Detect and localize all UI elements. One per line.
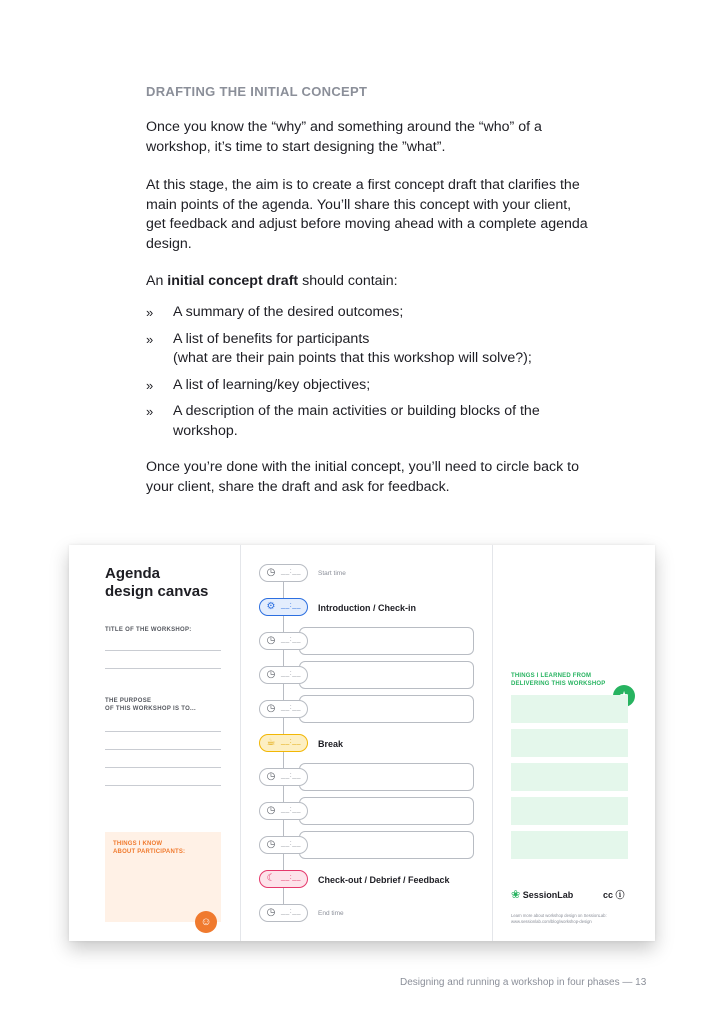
clock-icon: ◷ [266,907,276,918]
list-item: » A list of benefits for participants (what are their pain points that this workshop will solve?); [146,330,532,367]
clock-icon: ◷ [266,771,276,782]
participants-notes-box [105,832,221,922]
sessionlab-logo: ❀ SessionLab [511,889,574,901]
time-pill: ◷ __:__ [259,632,308,650]
closing-paragraph: Once you’re done with the initial concept, you’ll need to circle back to your client, share the draft and ask for feedback. [146,459,579,495]
draft-contents-list [146,303,596,449]
list-item: » A summary of the desired outcomes; [146,303,596,323]
clock-icon: ◷ [266,669,276,680]
time-pill: ◷ __:__ [259,700,308,718]
write-line [105,785,221,786]
clock-icon: ◷ [266,805,276,816]
chevron-icon: » [146,331,152,347]
gear-icon: ⚙ [266,601,276,612]
clock-icon: ◷ [266,703,276,714]
draft-term: initial concept draft [167,273,299,289]
column-divider [240,545,241,941]
learned-note-box [511,797,628,825]
purpose-label: THE PURPOSE OF THIS WORKSHOP IS TO... [105,698,196,712]
participants-label: THINGS I KNOW ABOUT PARTICIPANTS: [113,841,186,855]
people-icon: ☺ [195,911,217,933]
activity-slot [299,763,474,791]
checkout-label: Check-out / Debrief / Feedback [318,875,450,885]
draft-contains-paragraph: An initial concept draft should contain: [146,273,398,289]
chevron-icon: » [146,305,152,320]
list-item: » A description of the main activities or building blocks of the workshop. [146,403,540,439]
chevron-icon: » [146,404,152,420]
learned-note-box [511,831,628,859]
write-line [105,668,221,669]
chevron-icon: » [146,377,152,393]
write-line [105,767,221,768]
write-line [105,650,221,651]
time-pill: ◷ __:__ [259,768,308,786]
leaf-icon: ❀ [511,889,521,901]
column-divider [492,545,493,941]
activity-slot [299,661,474,689]
page-footer: Designing and running a workshop in four phases — 13 [400,977,647,988]
break-label: Break [318,739,344,749]
clock-icon: ◷ [266,567,276,578]
break-pill: ☕ __:__ [259,734,308,752]
learned-note-box [511,695,628,723]
stage-paragraph: At this stage, the aim is to create a first concept draft that clarifies the main points of the agenda. You’ll share this concept with your client, get feedback and adjust before moving ahead with a complete agenda design. [146,177,588,252]
time-pill: ◷ __:__ [259,666,308,684]
intro-pill: ⚙ __:__ [259,598,308,616]
start-time-label: Start time [318,570,346,577]
activity-slot [299,695,474,723]
end-time-pill: ◷ __:__ [259,904,308,922]
fine-print: Learn more about workshop design on SessionLab: www.sessionlab.com/blog/workshop-design [511,913,607,924]
start-time-pill: ◷ __:__ [259,564,308,582]
list-item: » A list of learning/key objectives; [146,376,596,396]
intro-paragraph: Once you know the “why” and something around the “who” of a workshop, it’s time to start designing the ”what”. [146,119,542,155]
activity-slot [299,627,474,655]
intro-label: Introduction / Check-in [318,603,416,613]
coffee-icon: ☕ [266,737,276,748]
learned-label: THINGS I LEARNED FROM DELIVERING THIS WORKSHOP [511,673,606,687]
title-of-workshop-label: TITLE OF THE WORKSHOP: [105,627,192,633]
clock-icon: ◷ [266,839,276,850]
activity-slot [299,797,474,825]
clock-icon: ◷ [266,635,276,646]
end-time-label: End time [318,910,344,917]
agenda-design-canvas [69,545,655,941]
time-pill: ◷ __:__ [259,836,308,854]
time-pill: ◷ __:__ [259,802,308,820]
moon-icon: ☾ [266,873,276,884]
canvas-title: Agenda design canvas [105,565,209,600]
learned-note-box [511,763,628,791]
write-line [105,749,221,750]
learned-note-box [511,729,628,757]
write-line [105,731,221,732]
activity-slot [299,831,474,859]
section-heading: DRAFTING THE INITIAL CONCEPT [146,84,368,99]
cc-license-badge: cc ⓘ [603,890,625,900]
checkout-pill: ☾ __:__ [259,870,308,888]
